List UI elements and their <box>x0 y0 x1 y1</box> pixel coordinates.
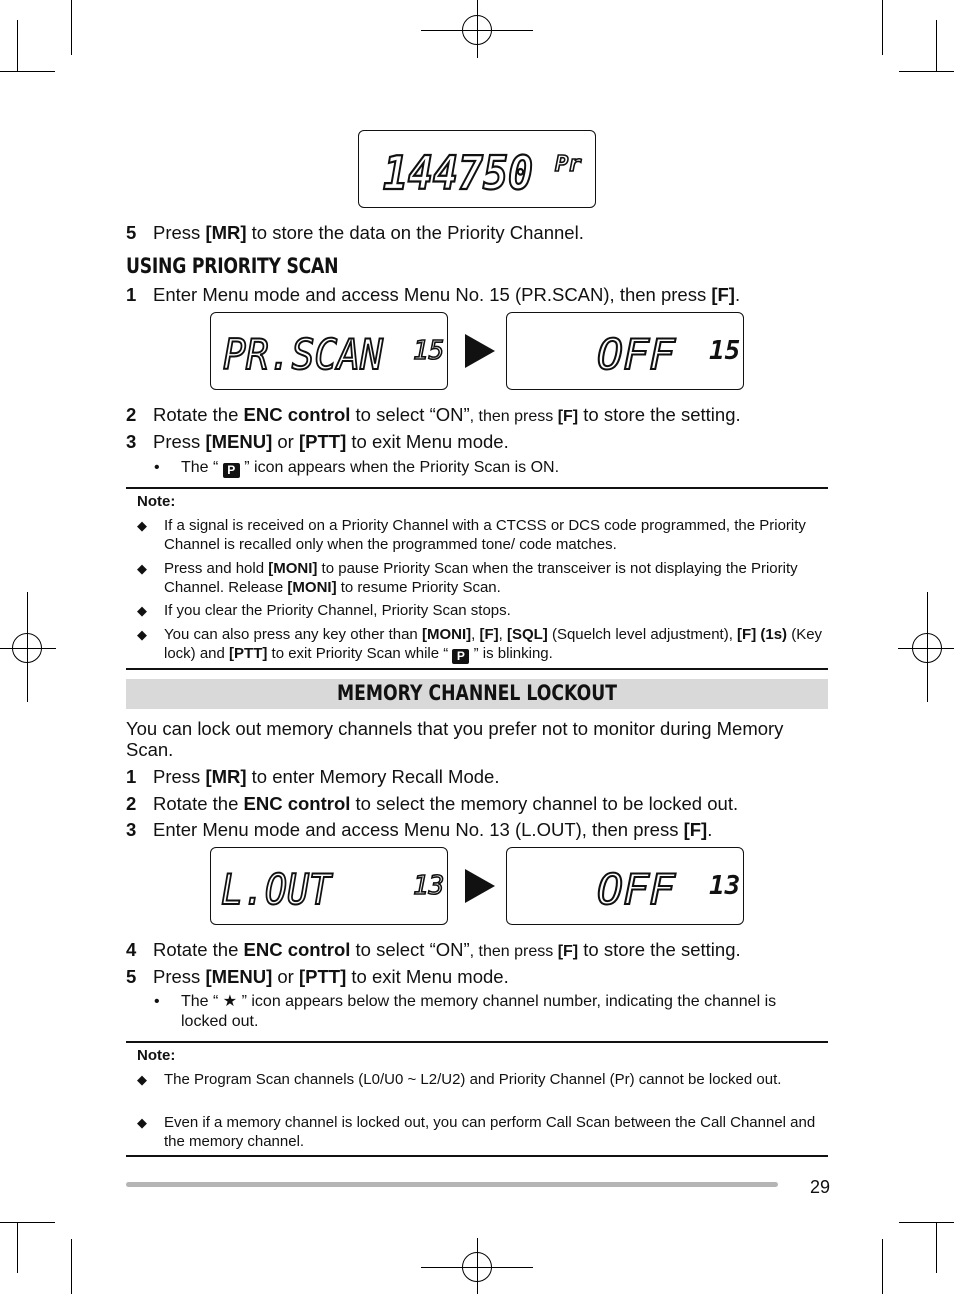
bullet-dot: • <box>154 459 160 476</box>
text: to select the memory channel to be locked out. <box>350 793 739 814</box>
text: . <box>707 819 713 840</box>
key-f: [F] <box>711 284 735 305</box>
step-number: 1 <box>126 284 137 305</box>
text: to resume Priority Scan. <box>336 579 501 596</box>
arrow-right-icon <box>465 334 495 368</box>
text: to exit Menu mode. <box>346 966 509 987</box>
text: Press <box>153 966 206 987</box>
text: to select “ON” <box>350 939 470 960</box>
key-f: [F] <box>557 943 579 960</box>
text: , <box>498 626 507 643</box>
lcd-prscan-menu <box>210 312 448 390</box>
note-rule-top <box>126 487 828 489</box>
diamond-icon: ◆ <box>137 518 147 533</box>
step-5-store-priority <box>126 222 584 244</box>
text: Rotate the <box>153 793 244 814</box>
priority-bullet <box>154 458 559 478</box>
diamond-icon: ◆ <box>137 1115 147 1130</box>
note-rule-bottom <box>126 668 828 670</box>
key-ptt: [PTT] <box>229 645 268 662</box>
text: or <box>272 431 299 452</box>
text: If you clear the Priority Channel, Priority Scan stops. <box>164 602 511 619</box>
text <box>164 559 824 597</box>
footer-bar <box>126 1182 778 1187</box>
enc-control-label: ENC control <box>243 404 351 425</box>
step-number: 4 <box>126 939 137 960</box>
text: to store the data on the Priority Channel. <box>246 222 584 243</box>
lcd-main-text: L.OUT <box>221 865 334 914</box>
key-f: [F] <box>479 626 499 643</box>
text: . <box>734 284 741 305</box>
lcd-lout-svg <box>211 848 449 926</box>
text: to enter Memory Recall Mode. <box>246 766 500 787</box>
text <box>164 625 824 664</box>
key-f: [F] <box>557 408 579 425</box>
lcd-sub-text: Pr <box>555 152 582 177</box>
text: The “ <box>181 459 223 476</box>
priority-p-icon: P <box>452 649 469 664</box>
key-moni: [MONI] <box>287 579 337 596</box>
key-mr: [MR] <box>205 222 247 243</box>
star-icon: ★ <box>222 993 238 1010</box>
lcd-frequency-display <box>358 130 596 208</box>
step-number: 1 <box>126 766 137 787</box>
key-mr: [MR] <box>205 766 247 787</box>
lcd-lout-menu <box>210 847 448 925</box>
text: Even if a memory channel is locked out, you can perform Call Scan between the Call Channel and the memory channel. <box>164 1114 816 1150</box>
lcd-main-text: OFF <box>597 330 676 379</box>
diamond-icon: ◆ <box>137 627 147 642</box>
text: Enter Menu mode and access Menu No. 15 (PR.SCAN), then press <box>153 284 712 305</box>
text: Press and hold <box>164 560 269 577</box>
lcd-main-text: PR.SCAN <box>223 330 384 379</box>
key-ptt: [PTT] <box>298 966 347 987</box>
key-ptt: [PTT] <box>298 431 347 452</box>
text: or <box>272 966 299 987</box>
text: Rotate the <box>153 939 244 960</box>
note2-rule-top <box>126 1041 828 1043</box>
key-f-1s: [F] (1s) <box>737 626 788 643</box>
text: Press <box>153 431 206 452</box>
text: to store the setting. <box>578 404 741 425</box>
diamond-icon: ◆ <box>137 561 147 576</box>
note-label: Note: <box>137 1047 176 1064</box>
text: to exit Priority Scan while “ <box>267 645 453 662</box>
text: Press <box>153 766 206 787</box>
text: The Program Scan channels (L0/U0 ~ L2/U2) and Priority Channel (Pr) cannot be locked out. <box>164 1071 782 1088</box>
priority-step-3 <box>126 431 509 453</box>
lcd-prscan-svg <box>211 313 449 391</box>
banner-title: MEMORY CHANNEL LOCKOUT <box>337 681 617 705</box>
text: ” icon appears below the memory channel number, indicating the channel is locked out. <box>181 993 777 1030</box>
lockout-step-4 <box>126 939 741 963</box>
step-number: 2 <box>126 404 137 425</box>
lcd-prscan-off-svg <box>507 313 745 391</box>
step-number: 2 <box>126 793 137 814</box>
text: You can also press any key other than <box>164 626 422 643</box>
lcd-sub-text: 13 <box>709 871 741 901</box>
heading-using-priority-scan: USING PRIORITY SCAN <box>126 254 339 278</box>
section-banner-memory-lockout <box>126 679 828 709</box>
enc-control-label: ENC control <box>243 939 351 960</box>
priority-p-icon: P <box>223 463 240 478</box>
key-moni: [MONI] <box>268 560 318 577</box>
note-label: Note: <box>137 493 176 510</box>
text: to store the setting. <box>578 939 741 960</box>
lcd-lout-off <box>506 847 744 925</box>
bullet-dot: • <box>154 993 160 1010</box>
lockout-intro: You can lock out memory channels that you prefer not to monitor during Memory Scan. <box>126 718 784 760</box>
key-menu: [MENU] <box>205 966 273 987</box>
step-number: 5 <box>126 966 137 987</box>
priority-step-1 <box>126 284 740 306</box>
text: Rotate the <box>153 404 244 425</box>
text: The “ <box>181 993 223 1010</box>
note2-rule-bottom <box>126 1155 828 1157</box>
arrow-right-icon <box>465 869 495 903</box>
priority-step-2 <box>126 404 741 428</box>
lcd-lout-off-svg <box>507 848 745 926</box>
step-number: 3 <box>126 819 137 840</box>
lockout-step-1 <box>126 766 499 788</box>
step-number: 3 <box>126 431 137 452</box>
lcd-main-text: OFF <box>597 865 676 914</box>
key-f: [F] <box>683 819 708 840</box>
lockout-step-2 <box>126 793 738 815</box>
key-menu: [MENU] <box>205 431 273 452</box>
text: Press <box>153 222 206 243</box>
text: , <box>471 626 480 643</box>
lcd-main-text: 144750 <box>383 146 533 200</box>
lcd-prscan-off <box>506 312 744 390</box>
text: to pause Priority Scan when the transceiver is not displaying the Priority Channel. Release <box>164 560 798 596</box>
step-number: 5 <box>126 222 137 243</box>
lockout-step-5 <box>126 966 509 988</box>
page-number: 29 <box>809 1177 830 1197</box>
text: (Squelch level adjustment), <box>547 626 738 643</box>
text: (Key lock) and <box>164 626 823 662</box>
diamond-icon: ◆ <box>137 603 147 618</box>
text: ” icon appears when the Priority Scan is ON. <box>239 459 560 476</box>
lockout-step-3 <box>126 819 712 841</box>
lcd-sub-text: 13 <box>413 871 445 901</box>
lcd-frequency-svg <box>359 131 597 209</box>
lcd-sub-text: 15 <box>413 336 445 366</box>
diamond-icon: ◆ <box>137 1072 147 1087</box>
text: , then press <box>469 943 558 960</box>
text: , then press <box>469 408 558 425</box>
text: to select “ON” <box>350 404 470 425</box>
text: If a signal is received on a Priority Channel with a CTCSS or DCS code programmed, the Priority Channel is recalled only when the programmed tone/ code matches. <box>164 517 806 553</box>
key-sql: [SQL] <box>506 626 548 643</box>
text <box>181 992 821 1032</box>
text: ” is blinking. <box>469 645 553 662</box>
key-moni: [MONI] <box>421 626 472 643</box>
lcd-sub-text: 15 <box>709 336 741 366</box>
enc-control-label: ENC control <box>243 793 351 814</box>
text: Enter Menu mode and access Menu No. 13 (L.OUT), then press <box>153 819 684 840</box>
text: to exit Menu mode. <box>346 431 509 452</box>
